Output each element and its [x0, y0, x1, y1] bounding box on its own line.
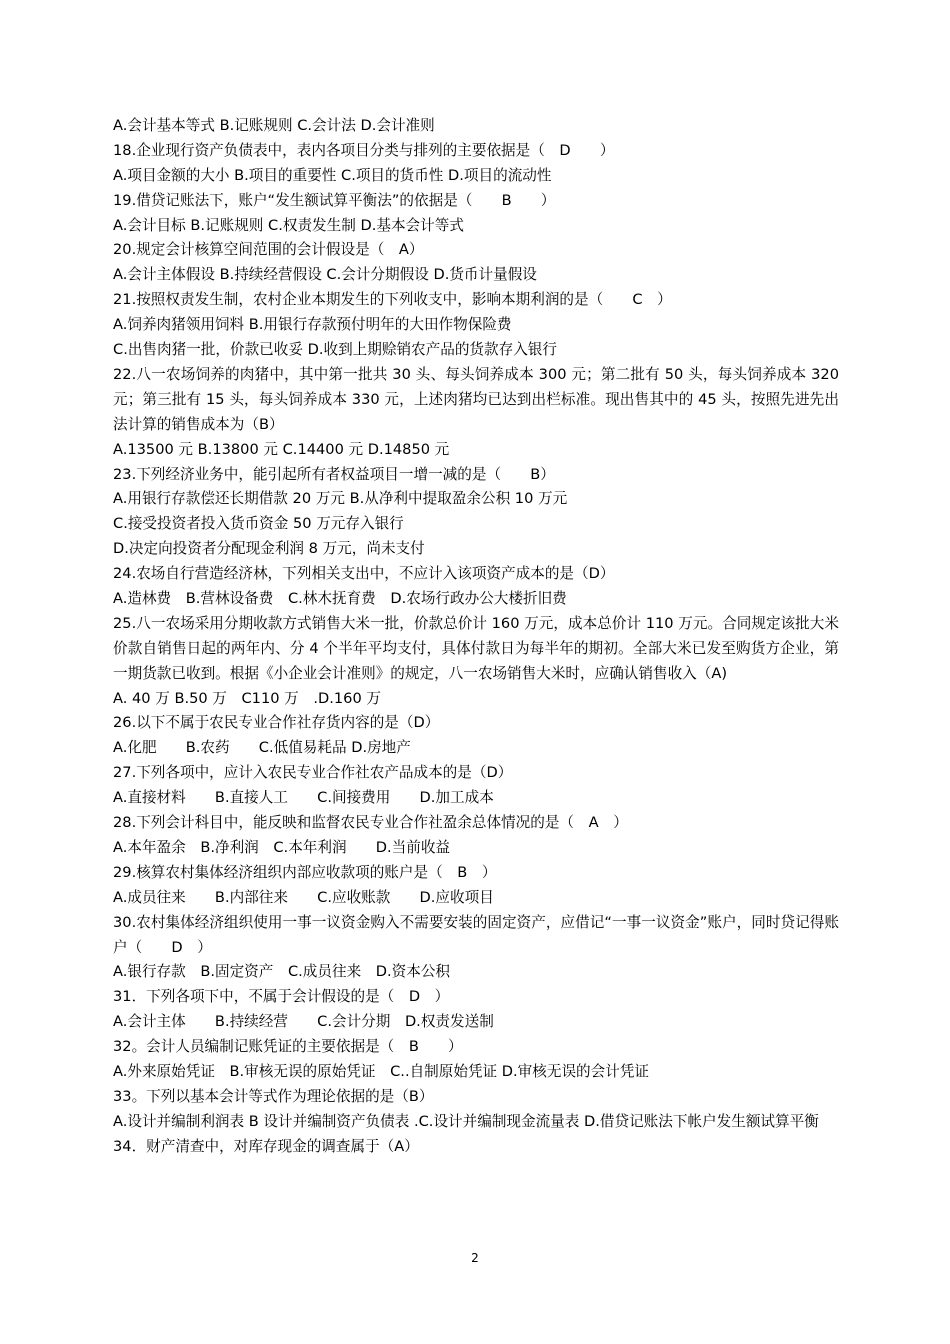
page-number: 2 [471, 1251, 479, 1265]
answer-options-27: A.直接材料 B.直接人工 C.间接费用 D.加工成本 [113, 789, 494, 807]
answer-options-29: A.成员往来 B.内部往来 C.应收账款 D.应收项目 [113, 888, 494, 906]
question-25: 25.八一农场采用分期收款方式销售大米一批，价款总价计 160 万元，成本总价计 110 万元。合同规定该批大米价款自销售日起的两年内、分 4 个半年平均支付，具体付款日为每半年的期初。全部大米已发至购货方企业，第一期货款已收到。根据《小企业会计准则》的规定，八一农场销售大米时，应确认销售收入（A) [113, 614, 839, 682]
question-27: 27.下列各项中，应计入农民专业合作社农产品成本的是（D） [113, 764, 513, 782]
answer-options-19: A.会计目标 B.记账规则 C.权责发生制 D.基本会计等式 [113, 216, 464, 234]
question-33: 33。下列以基本会计等式作为理论依据的是（B） [113, 1087, 434, 1105]
question-21: 21.按照权责发生制，农村企业本期发生的下列收支中，影响本期利润的是（ C ） [113, 291, 672, 309]
question-24: 24.农场自行营造经济林，下列相关支出中，不应计入该项资产成本的是（D） [113, 565, 615, 583]
answer-options-30: A.银行存款 B.固定资产 C.成员往来 D.资本公积 [113, 963, 451, 981]
question-29: 29.核算农村集体经济组织内部应收款项的账户是（ B ） [113, 863, 497, 881]
answer-options-24: A.造林费 B.营林设备费 C.林木抚育费 D.农场行政办公大楼折旧费 [113, 589, 567, 607]
answer-options-21-ab: A.饲养肉猪领用饲料 B.用银行存款预付明年的大田作物保险费 [113, 316, 512, 334]
question-34: 34．财产清查中，对库存现金的调查属于（A） [113, 1137, 419, 1155]
answer-option-23-d: D.决定向投资者分配现金利润 8 万元，尚未支付 [113, 540, 425, 558]
question-28: 28.下列会计科目中，能反映和监督农民专业合作社盈余总体情况的是（ A ） [113, 814, 628, 832]
question-32: 32。会计人员编制记账凭证的主要依据是（ B ） [113, 1038, 463, 1056]
question-31: 31．下列各项下中，不属于会计假设的是（ D ） [113, 988, 450, 1006]
answer-options-25: A. 40 万 B.50 万 C110 万 .D.160 万 [113, 689, 381, 707]
question-23: 23.下列经济业务中，能引起所有者权益项目一增一减的是（ B） [113, 465, 555, 483]
answer-options-28: A.本年盈余 B.净利润 C.本年利润 D.当前收益 [113, 838, 451, 856]
answer-options-22: A.13500 元 B.13800 元 C.14400 元 D.14850 元 [113, 440, 450, 458]
answer-options-23-ab: A.用银行存款偿还长期借款 20 万元 B.从净利中提取盈余公积 10 万元 [113, 490, 568, 508]
question-20: 20.规定会计核算空间范围的会计假设是（ A） [113, 241, 424, 259]
page-content [113, 114, 839, 1160]
answer-options-26: A.化肥 B.农药 C.低值易耗品 D.房地产 [113, 739, 411, 757]
question-22: 22.八一农场饲养的肉猪中，其中第一批共 30 头、每头饲养成本 300 元；第二批有 50 头，每头饲养成本 320 元；第三批有 15 头，每头饲养成本 330 元，上述肉猪均已达到出栏标准。现出售其中的 45 头，按照先进先出法计算的销售成本为（B） [113, 365, 839, 433]
answer-options-21-cd: C.出售肉猪一批，价款已收妥 D.收到上期赊销农产品的货款存入银行 [113, 341, 557, 359]
answer-options-33: A.设计并编制利润表 B 设计并编制资产负债表 .C.设计并编制现金流量表 D.借贷记账法下帐户发生额试算平衡 [113, 1112, 819, 1130]
question-30: 30.农村集体经济组织使用一事一议资金购入不需要安装的固定资产，应借记“一事一议资金”账户，同时贷记得账户（ D ） [113, 913, 839, 956]
answer-option-23-c: C.接受投资者投入货币资金 50 万元存入银行 [113, 515, 404, 533]
answer-options-31: A.会计主体 B.持续经营 C.会计分期 D.权责发送制 [113, 1013, 494, 1031]
answer-options-20: A.会计主体假设 B.持续经营假设 C.会计分期假设 D.货币计量假设 [113, 266, 537, 284]
answer-options-18: A.项目金额的大小 B.项目的重要性 C.项目的货币性 D.项目的流动性 [113, 166, 552, 184]
question-18: 18.企业现行资产负债表中，表内各项目分类与排列的主要依据是（ D ） [113, 141, 615, 159]
question-19: 19.借贷记账法下，账户“发生额试算平衡法”的依据是（ B ） [113, 191, 556, 209]
question-26: 26.以下不属于农民专业合作社存货内容的是（D） [113, 714, 440, 732]
answer-options-17: A.会计基本等式 B.记账规则 C.会计法 D.会计准则 [113, 117, 435, 134]
answer-options-32: A.外来原始凭证 B.审核无误的原始凭证 C..自制原始凭证 D.审核无误的会计凭证 [113, 1062, 650, 1080]
